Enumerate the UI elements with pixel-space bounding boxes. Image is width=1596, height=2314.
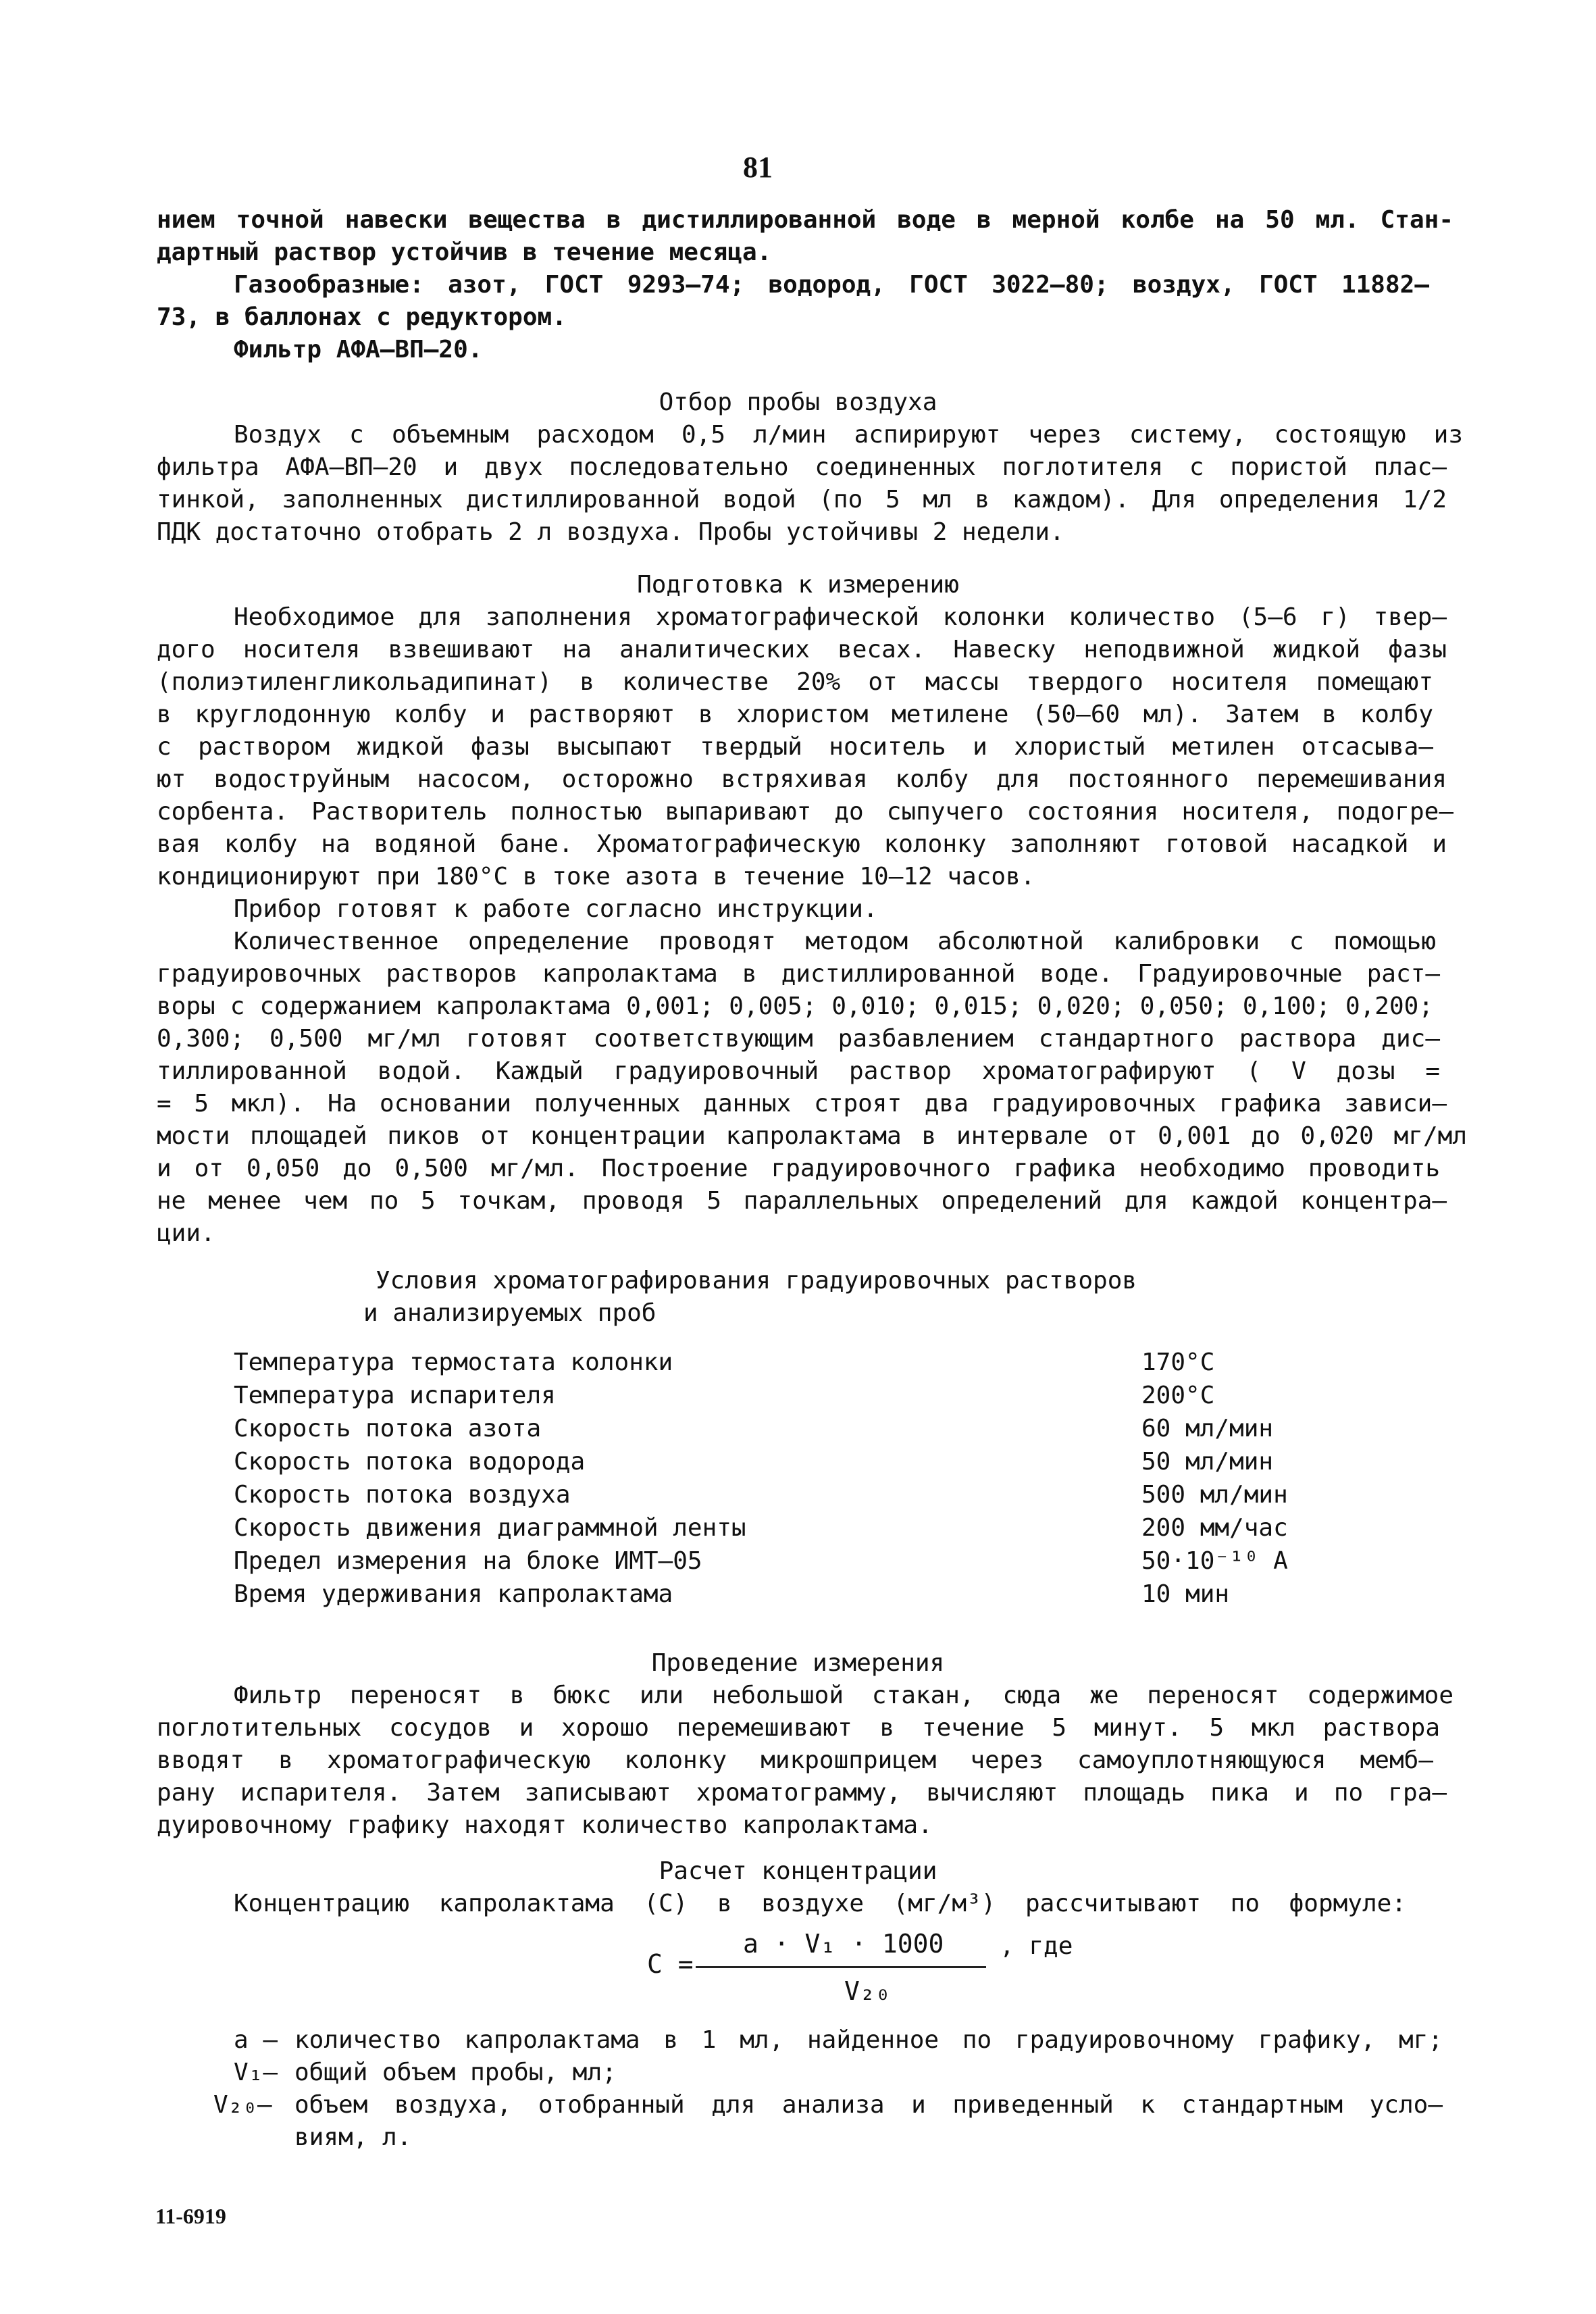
- condition-value: 50·10⁻¹⁰ А: [1141, 1547, 1288, 1575]
- paragraph-line: = 5 мкл). На основании полученных данных строят два градуировочных графика зависи–: [157, 1090, 1447, 1117]
- paragraph-line: Воздух с объемным расходом 0,5 л/мин аспирируют через систему, состоящую из: [234, 421, 1463, 449]
- conditions-title: Условия хроматографирования градуировочных растворов: [376, 1267, 1137, 1294]
- paragraph-line: мости площадей пиков от концентрации капролактама в интервале от 0,001 до 0,020 мг/мл: [157, 1122, 1467, 1150]
- definition-symbol: а –: [234, 2026, 278, 2054]
- definition-text: виям, л.: [294, 2123, 412, 2151]
- paragraph-line: ПДК достаточно отобрать 2 л воздуха. Пробы устойчивы 2 недели.: [157, 518, 1064, 546]
- paragraph-line: воры с содержанием капролактама 0,001; 0,005; 0,010; 0,015; 0,020; 0,050; 0,100; 0,200;: [157, 992, 1433, 1020]
- paragraph-line: дуировочному графику находят количество капролактама.: [157, 1811, 933, 1839]
- formula-intro: Концентрацию капролактама (С) в воздухе (мг/м³) рассчитывают по формуле:: [234, 1890, 1406, 1917]
- section-heading: Отбор пробы воздуха: [659, 388, 937, 416]
- condition-label: Температура испарителя: [234, 1382, 556, 1409]
- condition-value: 200 мм/час: [1141, 1514, 1288, 1542]
- paragraph-line: Количественное определение проводят методом абсолютной калибровки с помощью: [234, 928, 1436, 955]
- section-heading: Подготовка к измерению: [637, 571, 959, 599]
- paragraph-line: рану испарителя. Затем записывают хроматограмму, вычисляют площадь пика и по гра–: [157, 1779, 1447, 1807]
- fraction-bar: [696, 1966, 986, 1968]
- paragraph-line: ции.: [157, 1219, 215, 1247]
- paragraph-line: градуировочных растворов капролактама в дистиллированной воде. Градуировочные раст–: [157, 960, 1440, 988]
- definition-text: количество капролактама в 1 мл, найденное по градуировочному графику, мг;: [294, 2026, 1443, 2054]
- intro-line: дартный раствор устойчив в течение месяца.: [157, 238, 772, 266]
- paragraph-line: ют водоструйным насосом, осторожно встряхивая колбу для постоянного перемешивания: [157, 765, 1447, 793]
- paragraph-line: дого носителя взвешивают на аналитических весах. Навеску неподвижной жидкой фазы: [157, 636, 1447, 663]
- paragraph-line: вая колбу на водяной бане. Хроматографическую колонку заполняют готовой насадкой и: [157, 830, 1447, 858]
- condition-value: 170°С: [1141, 1349, 1215, 1376]
- paragraph-line: тинкой, заполненных дистиллированной водой (по 5 мл в каждом). Для определения 1/2: [157, 486, 1447, 513]
- formula-lhs: С =: [647, 1949, 694, 1979]
- paragraph-line: в круглодонную колбу и растворяют в хлористом метилене (50–60 мл). Затем в колбу: [157, 701, 1433, 728]
- condition-label: Скорость потока воздуха: [234, 1481, 571, 1509]
- paragraph-line: Фильтр переносят в бюкс или небольшой стакан, сюда же переносят содержимое: [234, 1682, 1453, 1709]
- paragraph-line: поглотительных сосудов и хорошо перемешивают в течение 5 минут. 5 мкл раствора: [157, 1714, 1440, 1742]
- formula-tail: , где: [1000, 1932, 1073, 1960]
- condition-label: Предел измерения на блоке ИМТ–05: [234, 1547, 702, 1575]
- page-number: 81: [743, 151, 773, 184]
- paragraph-line: (полиэтиленгликольадипинат) в количестве 20% от массы твердого носителя помещают: [157, 668, 1433, 696]
- intro-line: нием точной навески вещества в дистиллированной воде в мерной колбе на 50 мл. Стан-: [157, 206, 1453, 234]
- section-heading: Проведение измерения: [651, 1649, 945, 1677]
- conditions-title: и анализируемых проб: [363, 1299, 657, 1327]
- paragraph-line: 0,300; 0,500 мг/мл готовят соответствующим разбавлением стандартного раствора дис–: [157, 1025, 1440, 1053]
- definition-text: объем воздуха, отобранный для анализа и приведенный к стандартным усло–: [294, 2091, 1443, 2119]
- condition-value: 50 мл/мин: [1141, 1448, 1274, 1476]
- intro-line: 73, в баллонах с редуктором.: [157, 303, 567, 331]
- formula-numerator: а · V₁ · 1000: [743, 1929, 944, 1959]
- paragraph-line: вводят в хроматографическую колонку микрошприцем через самоуплотняющуюся мемб–: [157, 1746, 1433, 1774]
- paragraph-line: тиллированной водой. Каждый градуировочный раствор хроматографируют ( V дозы =: [157, 1057, 1440, 1085]
- paragraph-line: не менее чем по 5 точкам, проводя 5 параллельных определений для каждой концентра–: [157, 1187, 1447, 1215]
- formula-fraction: [669, 1929, 1006, 2017]
- paragraph-line: с раствором жидкой фазы высыпают твердый носитель и хлористый метилен отсасыва–: [157, 733, 1433, 761]
- condition-label: Скорость потока водорода: [234, 1448, 586, 1476]
- condition-label: Скорость потока азота: [234, 1415, 542, 1442]
- condition-value: 60 мл/мин: [1141, 1415, 1274, 1442]
- condition-value: 200°С: [1141, 1382, 1215, 1409]
- intro-line: Газообразные: азот, ГОСТ 9293–74; водород, ГОСТ 3022–80; воздух, ГОСТ 11882–: [234, 271, 1429, 299]
- section-heading: Расчет концентрации: [659, 1857, 937, 1885]
- formula-denominator: V₂₀: [844, 1976, 891, 2006]
- definition-text: общий объем пробы, мл;: [294, 2059, 617, 2086]
- condition-value: 500 мл/мин: [1141, 1481, 1288, 1509]
- paragraph-line: кондиционируют при 180°С в токе азота в течение 10–12 часов.: [157, 863, 1035, 890]
- definition-symbol: V₂₀–: [213, 2091, 272, 2119]
- paragraph-line: Необходимое для заполнения хроматографической колонки количество (5–6 г) твер–: [234, 603, 1447, 631]
- condition-label: Скорость движения диаграммной ленты: [234, 1514, 746, 1542]
- footer-code: 11-6919: [155, 2204, 226, 2228]
- paragraph-line: фильтра АФА–ВП–20 и двух последовательно соединенных поглотителя с пористой плас–: [157, 453, 1447, 481]
- paragraph-line: Прибор готовят к работе согласно инструкции.: [234, 895, 878, 923]
- paragraph-line: и от 0,050 до 0,500 мг/мл. Построение градуировочного графика необходимо проводить: [157, 1155, 1440, 1182]
- condition-value: 10 мин: [1141, 1580, 1230, 1608]
- intro-line: Фильтр АФА–ВП–20.: [234, 336, 483, 363]
- definition-symbol: V₁–: [234, 2059, 278, 2086]
- paragraph-line: сорбента. Растворитель полностью выпаривают до сыпучего состояния носителя, подогре–: [157, 798, 1453, 826]
- condition-label: Время удерживания капролактама: [234, 1580, 673, 1608]
- condition-label: Температура термостата колонки: [234, 1349, 673, 1376]
